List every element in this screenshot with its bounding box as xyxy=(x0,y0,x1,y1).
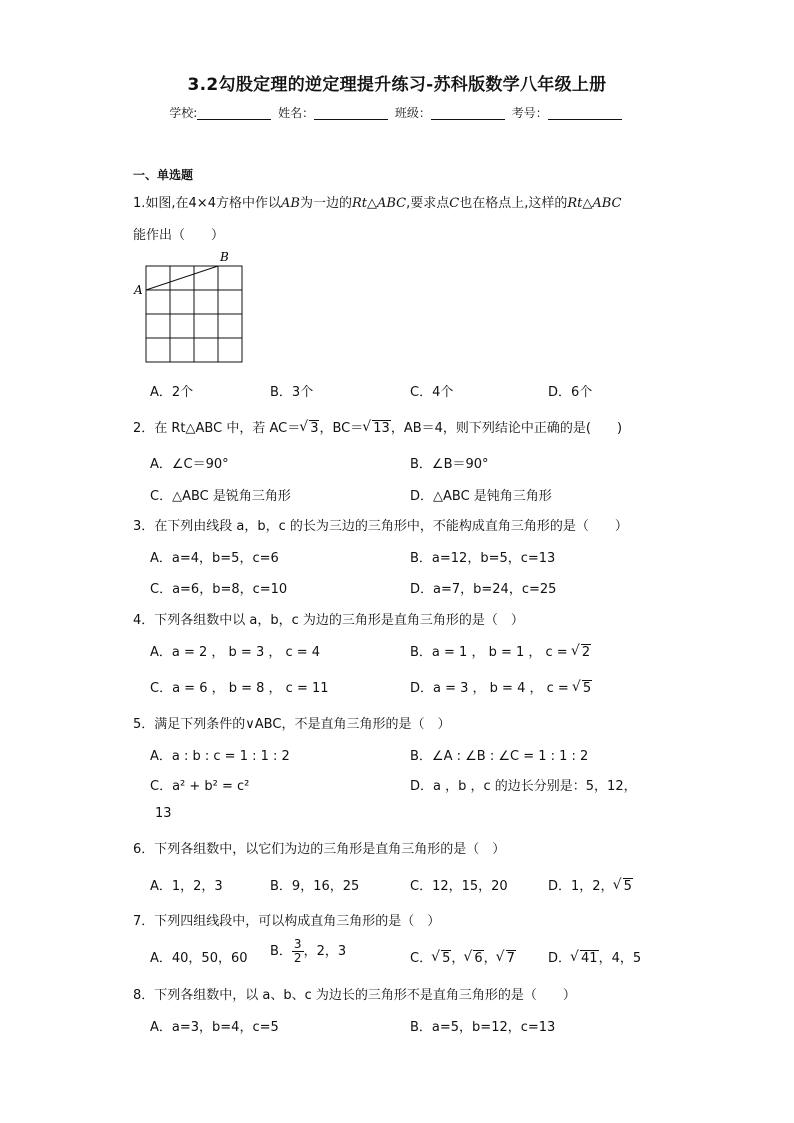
q7-option-b[interactable] xyxy=(270,938,346,965)
point-a-label: A xyxy=(134,283,143,297)
class-blank[interactable] xyxy=(431,107,505,120)
q5-option-d[interactable]: D．a ，b ，c 的边长分别是：5，12， xyxy=(410,779,637,794)
question-2-stem xyxy=(133,417,622,436)
q6-option-c[interactable]: C．12，15，20 xyxy=(410,879,508,894)
q3-option-b[interactable]: B．a=12，b=5，c=13 xyxy=(410,551,556,566)
q7-radicand-1: 5 xyxy=(442,951,451,966)
q2-radicand-2: 13 xyxy=(373,421,390,436)
q1-segment-ab: AB xyxy=(280,196,300,211)
q5-option-c[interactable]: C．a² + b² = c² xyxy=(150,779,250,794)
q2-text-3: ，AB＝4，则下列结论中正确的是( ) xyxy=(390,421,623,436)
grid-figure xyxy=(130,248,250,370)
point-b-label: B xyxy=(220,250,229,264)
section-heading: 一、单选题 xyxy=(133,168,194,182)
name-label: 姓名： xyxy=(278,106,315,120)
q6-option-b[interactable]: B．9，16，25 xyxy=(270,879,360,894)
segment-ab xyxy=(146,266,218,290)
q8-option-a[interactable]: A．a=3，b=4，c=5 xyxy=(150,1020,279,1035)
q7-option-c[interactable]: C．√ 5，√ 6，√ 7 xyxy=(410,947,516,966)
q7-option-d[interactable] xyxy=(548,947,641,966)
q6-option-a[interactable]: A．1，2，3 xyxy=(150,879,223,894)
q1-triangle-1: Rt△ABC xyxy=(351,196,407,211)
q4-option-d-text: D．a = 3 ， b = 4 ， c = xyxy=(410,681,573,696)
q7-radicand-2: 6 xyxy=(474,951,483,966)
q7-option-c-label: C． xyxy=(410,951,433,966)
name-blank[interactable] xyxy=(314,107,388,120)
question-8-stem: 8．下列各组数中，以 a、b、c 为边长的三角形不是直角三角形的是（ ） xyxy=(133,988,576,1003)
sqrt-13 xyxy=(363,421,391,436)
q2-option-c[interactable]: C．△ABC 是锐角三角形 xyxy=(150,489,291,504)
q7-option-d-radicand: 41 xyxy=(581,951,598,966)
q3-option-d[interactable]: D．a=7，b=24，c=25 xyxy=(410,582,557,597)
student-info-line xyxy=(0,104,794,121)
question-6-stem: 6．下列各组数中，以它们为边的三角形是直角三角形的是（ ） xyxy=(133,842,506,857)
fraction-denominator: 2 xyxy=(293,951,302,965)
q1-option-b[interactable]: B．3个 xyxy=(270,385,314,400)
q4-option-c[interactable]: C．a = 6 ， b = 8 ， c = 11 xyxy=(150,681,329,696)
q2-radicand-1: 3 xyxy=(310,421,319,436)
q5-option-d-continued: 13 xyxy=(155,806,172,821)
sqrt-5 xyxy=(573,681,592,696)
question-7-stem: 7．下列四组线段中，可以构成直角三角形的是（ ） xyxy=(133,914,441,929)
q6-option-d[interactable] xyxy=(548,875,633,894)
q1-text-4: 也在格点上,这样的 xyxy=(459,196,568,211)
q7-option-b-label: B． xyxy=(270,944,292,959)
sqrt-41 xyxy=(571,951,599,966)
exam-number-label: 考号： xyxy=(511,106,548,120)
q1-text-2: 为一边的 xyxy=(299,196,352,211)
q4-option-d-radicand: 5 xyxy=(582,681,592,696)
page-title: 3.2勾股定理的逆定理提升练习-苏科版数学八年级上册 xyxy=(187,75,607,95)
q6-option-d-radicand: 5 xyxy=(623,879,632,894)
sqrt-3 xyxy=(300,421,319,436)
q1-option-a[interactable]: A．2个 xyxy=(150,385,194,400)
q2-option-a[interactable]: A．∠C＝90° xyxy=(150,457,229,472)
q4-option-b-radicand: 2 xyxy=(581,645,591,660)
q2-option-d[interactable]: D．△ABC 是钝角三角形 xyxy=(410,489,552,504)
question-3-stem: 3．在下列由线段 a，b，c 的长为三边的三角形中，不能构成直角三角形的是（ ） xyxy=(133,519,628,534)
q3-option-c[interactable]: C．a=6，b=8，c=10 xyxy=(150,582,288,597)
sqrt-6 xyxy=(464,951,483,966)
q4-option-b-text: B．a = 1 ， b = 1 ， c = xyxy=(410,645,572,660)
question-4-stem: 4．下列各组数中以 a，b，c 为边的三角形是直角三角形的是（ ） xyxy=(133,613,524,628)
q7-option-d-label: D． xyxy=(548,951,572,966)
q1-text-1: 1.如图,在4×4方格中作以 xyxy=(133,196,281,211)
q1-option-d[interactable]: D．6个 xyxy=(548,385,593,400)
school-blank[interactable] xyxy=(197,107,271,120)
q2-text-1: 2．在 Rt△ABC 中，若 AC＝ xyxy=(133,421,301,436)
sqrt-5 xyxy=(432,951,451,966)
sqrt-7 xyxy=(497,951,516,966)
q4-option-a[interactable]: A．a = 2 ， b = 3 ， c = 4 xyxy=(150,645,321,660)
question-1-stem-line2: 能作出（ ） xyxy=(133,228,225,243)
q6-option-d-text: D．1，2， xyxy=(548,879,614,894)
q7-option-a[interactable]: A．40，50，60 xyxy=(150,951,248,966)
q7-radicand-3: 7 xyxy=(506,951,515,966)
q3-option-a[interactable]: A．a=4，b=5，c=6 xyxy=(150,551,279,566)
exam-number-blank[interactable] xyxy=(548,107,622,120)
fraction-3-2 xyxy=(292,938,304,965)
q1-triangle-2: Rt△ABC xyxy=(567,196,622,211)
q4-option-b[interactable] xyxy=(410,641,591,660)
q5-option-a[interactable]: A．a : b : c = 1 : 1 : 2 xyxy=(150,749,290,764)
q4-option-d[interactable] xyxy=(410,677,592,696)
q7-option-b-text: ，2，3 xyxy=(303,944,347,959)
q1-option-c[interactable]: C．4个 xyxy=(410,385,454,400)
q8-option-b[interactable]: B．a=5，b=12，c=13 xyxy=(410,1020,556,1035)
q1-point-c: C xyxy=(449,196,460,211)
fraction-numerator: 3 xyxy=(293,937,302,951)
q2-text-2: ，BC＝ xyxy=(319,421,364,436)
question-5-stem: 5．满足下列条件的∨ABC，不是直角三角形的是（ ） xyxy=(133,717,451,732)
class-label: 班级： xyxy=(394,106,431,120)
question-1-stem xyxy=(133,192,621,211)
sqrt-2 xyxy=(572,645,591,660)
sqrt-5 xyxy=(614,879,633,894)
q2-option-b[interactable]: B．∠B＝90° xyxy=(410,457,489,472)
q1-text-3: ,要求点 xyxy=(406,196,450,211)
school-label: 学校: xyxy=(169,106,198,120)
q5-option-b[interactable]: B．∠A : ∠B : ∠C = 1 : 1 : 2 xyxy=(410,749,589,764)
q7-option-d-text: ，4，5 xyxy=(598,951,642,966)
